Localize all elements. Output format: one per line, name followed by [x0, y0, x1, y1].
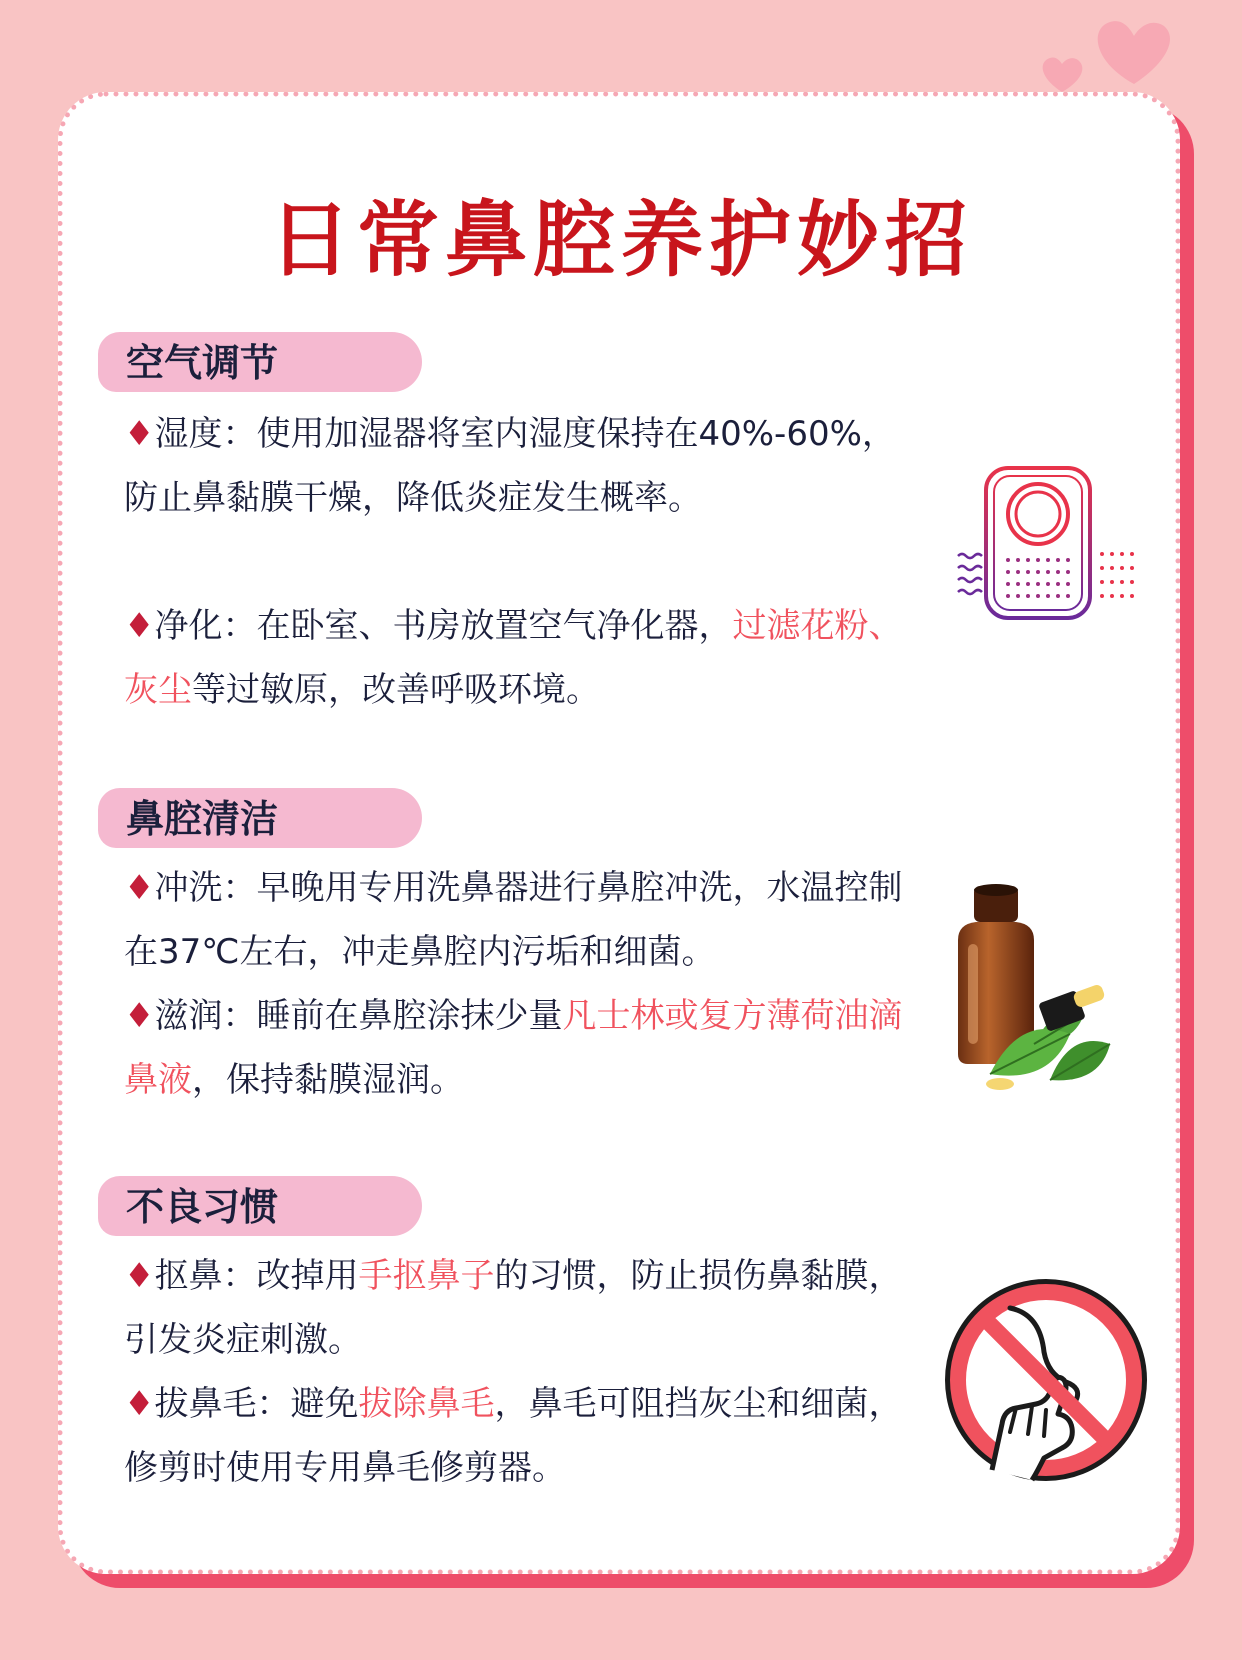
item-label: 冲洗 — [154, 868, 223, 908]
item-label: 拔鼻毛 — [154, 1384, 257, 1424]
item-highlight: 拔除鼻毛 — [358, 1384, 495, 1424]
air-humidifier-icon — [956, 466, 1140, 630]
list-item-purify: ♦净化：在卧室、书房放置空气净化器，过滤花粉、灰尘等过敏原，改善呼吸环境。 — [124, 606, 903, 710]
item-text-after: ，鼻毛可阻挡灰尘和细菌，修剪时使用专用鼻毛修剪器。 — [124, 1384, 903, 1488]
diamond-bullet-icon: ♦ — [124, 868, 155, 908]
item-text: 在卧室、书房放置空气净化器， — [256, 606, 733, 646]
item-label: 湿度 — [154, 414, 223, 454]
item-text-after: ，保持黏膜湿润。 — [192, 1060, 464, 1100]
item-text: 避免 — [290, 1384, 359, 1424]
list-item-humidity: ♦湿度：使用加湿器将室内湿度保持在40%-60%，防止鼻黏膜干燥，降低炎症发生概率。 — [124, 414, 896, 518]
essential-oil-bottle-icon — [950, 884, 1120, 1094]
diamond-bullet-icon: ♦ — [124, 996, 155, 1036]
item-label: 滋润 — [154, 996, 223, 1036]
diamond-bullet-icon: ♦ — [124, 414, 155, 454]
section-heading-label: 不良习惯 — [126, 1185, 279, 1229]
item-text: 改掉用 — [256, 1256, 359, 1296]
section-heading-label: 空气调节 — [126, 341, 279, 385]
no-nose-picking-icon — [940, 1274, 1152, 1486]
diamond-bullet-icon: ♦ — [124, 1256, 155, 1296]
list-item-nose-picking: ♦抠鼻：改掉用手抠鼻子的习惯，防止损伤鼻黏膜，引发炎症刺激。 — [124, 1256, 903, 1360]
diamond-bullet-icon: ♦ — [124, 606, 155, 646]
section-heading-nasal-cleaning — [98, 788, 422, 848]
item-label: 净化 — [154, 606, 223, 646]
item-highlight: 手抠鼻子 — [358, 1256, 495, 1296]
item-text-after: 等过敏原，改善呼吸环境。 — [192, 670, 600, 710]
diamond-bullet-icon: ♦ — [124, 1384, 155, 1424]
item-text: 早晚用专用洗鼻器进行鼻腔冲洗，水温控制在37℃左右，冲走鼻腔内污垢和细菌。 — [124, 868, 903, 972]
section-heading-air — [98, 332, 422, 392]
list-item-nose-hair: ♦拔鼻毛：避免拔除鼻毛，鼻毛可阻挡灰尘和细菌，修剪时使用专用鼻毛修剪器。 — [124, 1384, 903, 1488]
item-highlight: 凡士林或复方薄荷油滴鼻液 — [124, 996, 903, 1100]
list-item-rinse: ♦冲洗：早晚用专用洗鼻器进行鼻腔冲洗，水温控制在37℃左右，冲走鼻腔内污垢和细菌。 — [124, 868, 903, 972]
item-highlight: 过滤花粉、灰尘 — [124, 606, 903, 710]
section-heading-bad-habits — [98, 1176, 422, 1236]
hearts-icon — [1022, 6, 1172, 106]
item-label: 抠鼻 — [154, 1256, 223, 1296]
item-text: 睡前在鼻腔涂抹少量 — [256, 996, 563, 1036]
item-text-after: 的习惯，防止损伤鼻黏膜，引发炎症刺激。 — [124, 1256, 903, 1360]
item-text: 使用加湿器将室内湿度保持在40%-60%，防止鼻黏膜干燥，降低炎症发生概率。 — [124, 414, 896, 518]
list-item-moisturize: ♦滋润：睡前在鼻腔涂抹少量凡士林或复方薄荷油滴鼻液，保持黏膜湿润。 — [124, 996, 903, 1100]
section-heading-label: 鼻腔清洁 — [126, 797, 279, 841]
page-title: 日常鼻腔养护妙招 — [268, 193, 973, 288]
